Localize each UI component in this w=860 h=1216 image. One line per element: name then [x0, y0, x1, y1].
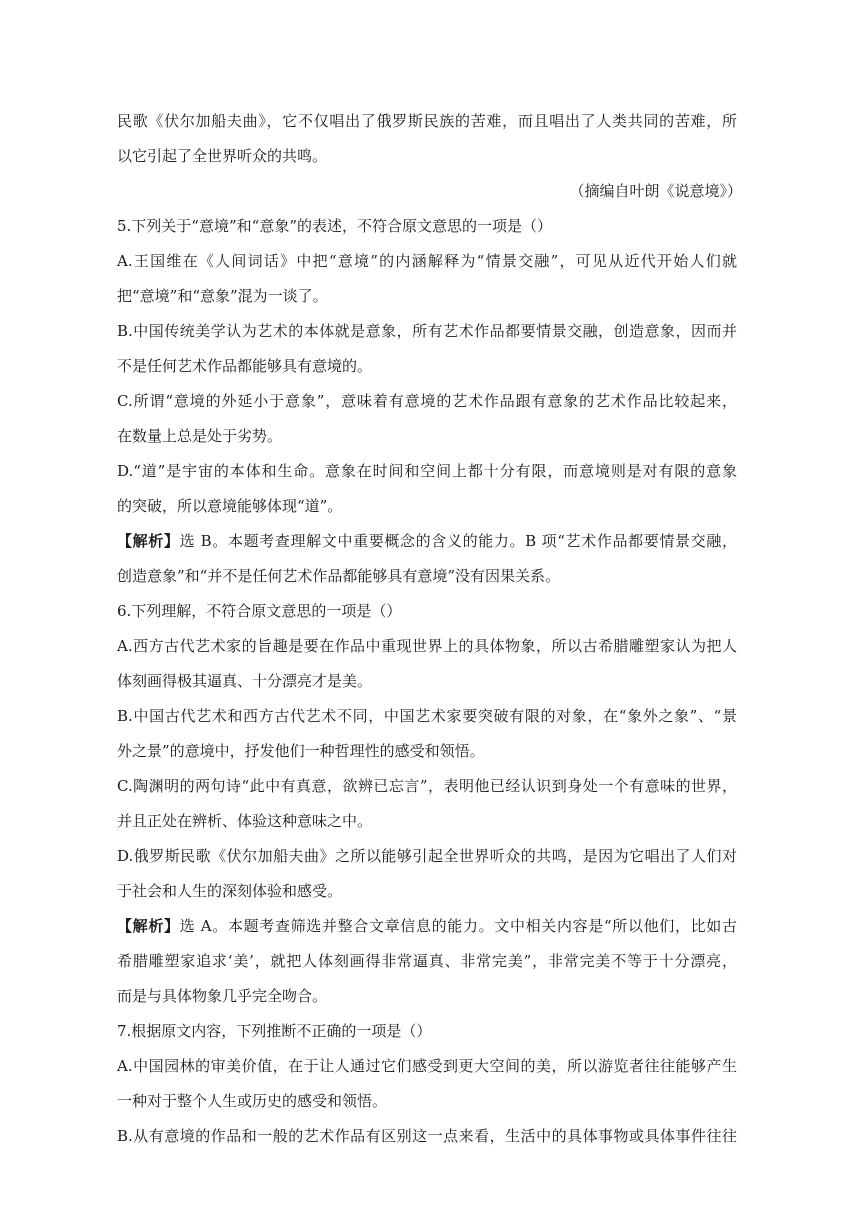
question-6-stem: 6.下列理解，不符合原文意思的一项是（） — [117, 602, 402, 620]
q6-analysis — [117, 916, 737, 936]
q5-option-b: B.中国传统美学认为艺术的本体就是意象，所有艺术作品都要情景交融，创造意象，因而并 — [117, 322, 737, 340]
q7-option-b: B.从有意境的作品和一般的艺术作品有区别这一点来看，生活中的具体事物或具体事件往往 — [117, 1127, 737, 1145]
passage-line: 以它引起了全世界听众的共鸣。 — [117, 147, 328, 165]
q7-option-a-cont: 一种对于整个人生或历史的感受和领悟。 — [117, 1092, 388, 1110]
q7-option-a: A.中国园林的审美价值，在于让人通过它们感受到更大空间的美，所以游览者往往能够产生 — [117, 1057, 737, 1075]
analysis-text: 选 B。本题考查理解文中重要概念的含义的能力。B 项“艺术作品都要情景交融， — [179, 532, 737, 550]
q5-option-c: C.所谓“意境的外延小于意象”，意味着有意境的艺术作品跟有意象的艺术作品比较起来， — [117, 392, 737, 410]
q6-option-d-cont: 于社会和人生的深刻体验和感受。 — [117, 882, 343, 900]
q6-option-c: C.陶渊明的两句诗“此中有真意，欲辨已忘言”，表明他已经认识到身处一个有意味的世界， — [117, 777, 737, 795]
question-7-stem: 7.根据原文内容，下列推断不正确的一项是（） — [117, 1022, 432, 1040]
q5-analysis — [117, 531, 737, 551]
q5-option-c-cont: 在数量上总是处于劣势。 — [117, 427, 283, 445]
q5-analysis-cont: 创造意象”和“并不是任何艺术作品都能够具有意境”没有因果关系。 — [117, 567, 561, 585]
q5-option-b-cont: 不是任何艺术作品都能够具有意境的。 — [117, 357, 373, 375]
passage-line: 民歌《伏尔加船夫曲》，它不仅唱出了俄罗斯民族的苦难，而且唱出了人类共同的苦难，所 — [117, 112, 737, 130]
q6-option-b: B.中国古代艺术和西方古代艺术不同，中国艺术家要突破有限的对象，在“象外之象”、“景 — [117, 707, 737, 725]
q5-option-d: D.“道”是宇宙的本体和生命。意象在时间和空间上都十分有限，而意境则是对有限的意象 — [117, 462, 737, 480]
passage-source: （摘编自叶朗《说意境》） — [569, 182, 742, 200]
q6-option-a: A.西方古代艺术家的旨趣是要在作品中重现世界上的具体物象，所以古希腊雕塑家认为把人 — [117, 637, 737, 655]
q6-analysis-cont: 而是与具体物象几乎完全吻合。 — [117, 987, 328, 1005]
q6-option-b-cont: 外之景”的意境中，抒发他们一种哲理性的感受和领悟。 — [117, 742, 485, 760]
q6-option-d: D.俄罗斯民歌《伏尔加船夫曲》之所以能够引起全世界听众的共鸣，是因为它唱出了人们对 — [117, 847, 737, 865]
q5-option-a: A.王国维在《人间词话》中把“意境”的内涵解释为“情景交融”，可见从近代开始人们就 — [117, 252, 737, 270]
q6-option-a-cont: 体刻画得极其逼真、十分漂亮才是美。 — [117, 672, 373, 690]
q6-option-c-cont: 并且正处在辨析、体验这种意味之中。 — [117, 812, 373, 830]
q5-option-a-cont: 把“意境”和“意象”混为一谈了。 — [117, 287, 328, 305]
analysis-text: 选 A。本题考查筛选并整合文章信息的能力。文中相关内容是“所以他们，比如古 — [179, 917, 737, 935]
analysis-tag: 【解析】 — [117, 532, 180, 550]
q5-option-d-cont: 的突破，所以意境能够体现“道”。 — [117, 497, 343, 515]
q6-analysis-cont: 希腊雕塑家追求‘美’，就把人体刻画得非常逼真、非常完美”，非常完美不等于十分漂亮， — [117, 952, 737, 970]
question-5-stem: 5.下列关于“意境”和“意象”的表述，不符合原文意思的一项是（） — [117, 217, 552, 235]
analysis-tag: 【解析】 — [117, 917, 180, 935]
